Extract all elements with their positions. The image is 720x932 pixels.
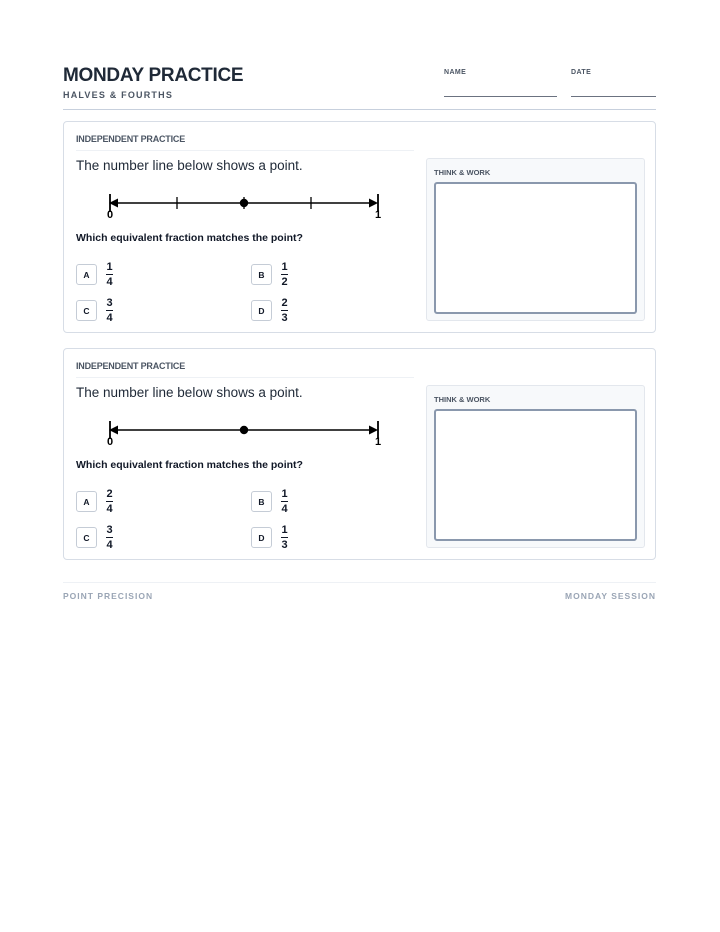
work-area xyxy=(426,158,645,321)
marked-point xyxy=(240,426,248,434)
numerator: 1 xyxy=(106,261,113,273)
choice-b[interactable] xyxy=(251,261,288,288)
page-subtitle: HALVES & FOURTHS xyxy=(63,90,174,100)
page-title: MONDAY PRACTICE xyxy=(63,65,244,86)
number-line xyxy=(94,417,384,451)
fraction xyxy=(281,297,288,324)
start-label: 0 xyxy=(106,436,114,448)
fraction xyxy=(106,261,113,288)
footer-left: POINT PRECISION xyxy=(63,591,154,601)
date-field[interactable] xyxy=(571,69,591,76)
end-label: 1 xyxy=(374,209,382,221)
numerator: 3 xyxy=(106,297,113,309)
fraction xyxy=(281,488,288,515)
denominator: 3 xyxy=(281,539,288,552)
fraction xyxy=(106,524,113,551)
section-label: INDEPENDENT PRACTICE xyxy=(76,134,186,144)
choice-letter[interactable]: B xyxy=(251,491,272,512)
choice-letter[interactable]: D xyxy=(251,300,272,321)
page-footer xyxy=(63,582,656,601)
work-label: THINK & WORK xyxy=(434,168,491,177)
numerator: 3 xyxy=(106,524,113,536)
work-area xyxy=(426,385,645,548)
choice-d[interactable] xyxy=(251,297,288,324)
problem-prompt: The number line below shows a point. xyxy=(76,158,303,173)
denominator: 4 xyxy=(281,503,288,516)
right-arrowhead xyxy=(369,199,378,208)
choice-b[interactable] xyxy=(251,488,288,515)
problem-prompt: The number line below shows a point. xyxy=(76,385,303,400)
denominator: 4 xyxy=(106,539,113,552)
choice-a[interactable] xyxy=(76,488,113,515)
fraction xyxy=(281,524,288,551)
denominator: 3 xyxy=(281,312,288,325)
date-label: DATE xyxy=(571,69,592,76)
choice-letter[interactable]: B xyxy=(251,264,272,285)
work-box[interactable] xyxy=(434,409,637,541)
problem-question: Which equivalent fraction matches the point? xyxy=(76,459,303,471)
name-field[interactable] xyxy=(444,69,466,76)
fraction xyxy=(106,488,113,515)
problem-card-2 xyxy=(63,348,656,560)
work-label: THINK & WORK xyxy=(434,395,491,404)
choice-d[interactable] xyxy=(251,524,288,551)
footer-right: MONDAY SESSION xyxy=(565,591,656,601)
start-label: 0 xyxy=(106,209,114,221)
choice-letter[interactable]: C xyxy=(76,527,97,548)
numerator: 2 xyxy=(281,297,288,309)
right-arrowhead xyxy=(369,426,378,435)
worksheet-header xyxy=(63,64,656,110)
numerator: 1 xyxy=(281,524,288,536)
choice-letter[interactable]: A xyxy=(76,491,97,512)
choice-letter[interactable]: D xyxy=(251,527,272,548)
numerator: 2 xyxy=(106,488,113,500)
section-divider xyxy=(76,377,414,378)
problem-card-1 xyxy=(63,121,656,333)
choice-letter[interactable]: A xyxy=(76,264,97,285)
name-label: NAME xyxy=(444,69,467,76)
choice-c[interactable] xyxy=(76,297,113,324)
fraction xyxy=(281,261,288,288)
end-label: 1 xyxy=(374,436,382,448)
marked-point xyxy=(240,199,248,207)
denominator: 4 xyxy=(106,503,113,516)
denominator: 4 xyxy=(106,276,113,289)
choice-a[interactable] xyxy=(76,261,113,288)
denominator: 2 xyxy=(281,276,288,289)
name-line[interactable] xyxy=(444,96,557,97)
choice-letter[interactable]: C xyxy=(76,300,97,321)
section-divider xyxy=(76,150,414,151)
number-line xyxy=(94,190,384,224)
numerator: 1 xyxy=(281,488,288,500)
section-label: INDEPENDENT PRACTICE xyxy=(76,361,186,371)
fraction xyxy=(106,297,113,324)
date-line[interactable] xyxy=(571,96,656,97)
numerator: 1 xyxy=(281,261,288,273)
denominator: 4 xyxy=(106,312,113,325)
work-box[interactable] xyxy=(434,182,637,314)
choice-c[interactable] xyxy=(76,524,113,551)
problem-question: Which equivalent fraction matches the point? xyxy=(76,232,303,244)
